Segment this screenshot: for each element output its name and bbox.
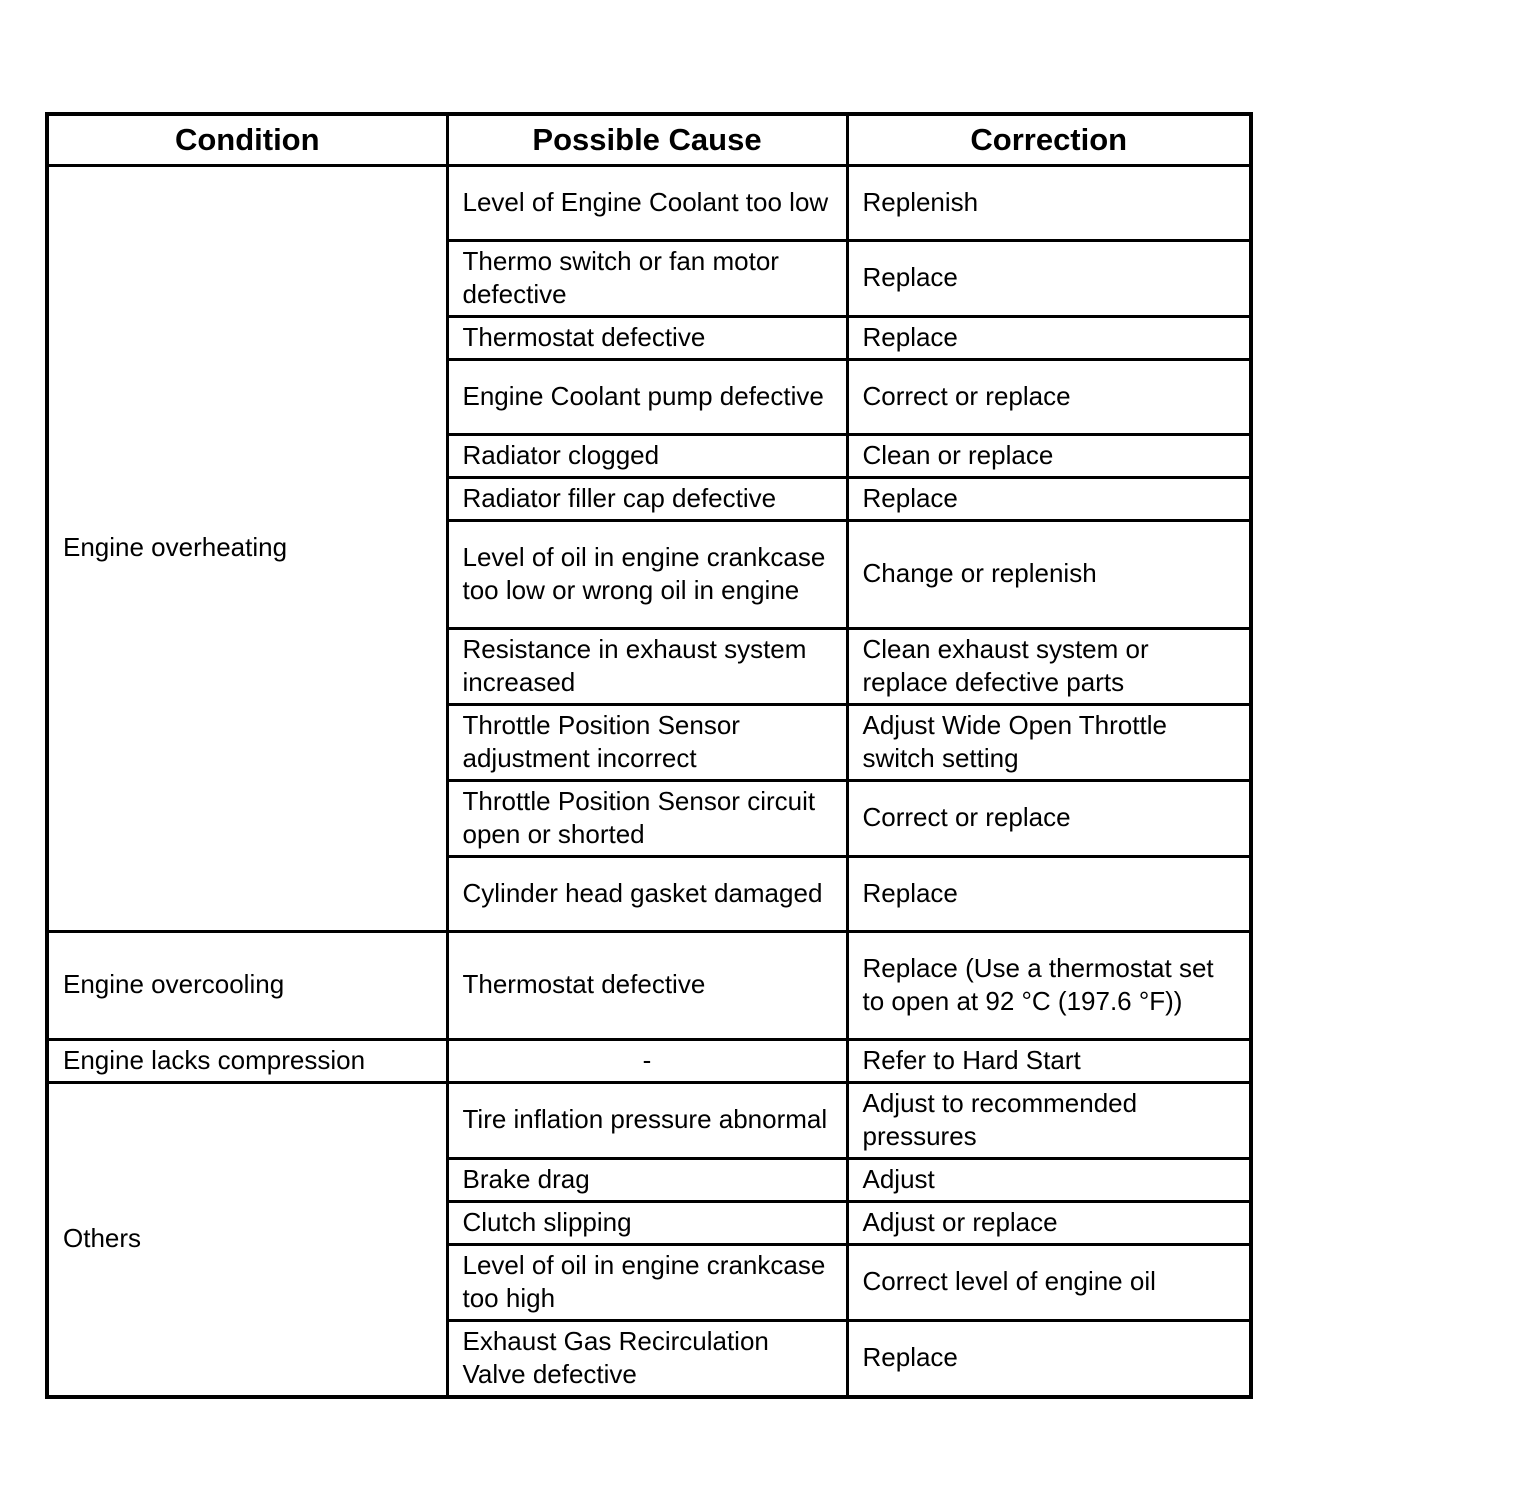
correction-cell: Replace <box>847 856 1251 931</box>
cause-cell: Throttle Position Sensor circuit open or shorted <box>447 780 847 856</box>
cause-cell: Level of oil in engine crankcase too high <box>447 1244 847 1320</box>
cause-cell: Throttle Position Sensor adjustment incorrect <box>447 704 847 780</box>
table-row <box>47 165 1251 240</box>
troubleshooting-table <box>45 112 1253 1399</box>
cause-cell: Cylinder head gasket damaged <box>447 856 847 931</box>
correction-cell: Replace <box>847 477 1251 520</box>
correction-cell: Change or replenish <box>847 520 1251 628</box>
correction-cell: Clean or replace <box>847 434 1251 477</box>
correction-cell: Adjust <box>847 1158 1251 1201</box>
table-row <box>47 1082 1251 1158</box>
correction-cell: Replenish <box>847 165 1251 240</box>
cause-cell: Level of oil in engine crankcase too low or wrong oil in engine <box>447 520 847 628</box>
header-possible-cause: Possible Cause <box>447 114 847 165</box>
cause-cell: Exhaust Gas Recirculation Valve defective <box>447 1320 847 1397</box>
cause-cell: Resistance in exhaust system increased <box>447 628 847 704</box>
correction-cell: Clean exhaust system or replace defective parts <box>847 628 1251 704</box>
header-condition: Condition <box>47 114 447 165</box>
condition-cell: Others <box>47 1082 447 1397</box>
correction-cell: Replace <box>847 240 1251 316</box>
table-row <box>47 1039 1251 1082</box>
condition-cell: Engine lacks compression <box>47 1039 447 1082</box>
correction-cell: Adjust or replace <box>847 1201 1251 1244</box>
correction-cell: Correct or replace <box>847 780 1251 856</box>
cause-cell: - <box>447 1039 847 1082</box>
cause-cell: Radiator filler cap defective <box>447 477 847 520</box>
cause-cell: Thermostat defective <box>447 316 847 359</box>
cause-cell: Engine Coolant pump defective <box>447 359 847 434</box>
header-correction: Correction <box>847 114 1251 165</box>
cause-cell: Brake drag <box>447 1158 847 1201</box>
correction-cell: Adjust to recommended pressures <box>847 1082 1251 1158</box>
correction-cell: Replace (Use a thermostat set to open at 92 °C (197.6 °F)) <box>847 931 1251 1039</box>
correction-cell: Replace <box>847 1320 1251 1397</box>
correction-cell: Adjust Wide Open Throttle switch setting <box>847 704 1251 780</box>
cause-cell: Thermo switch or fan motor defective <box>447 240 847 316</box>
condition-cell: Engine overheating <box>47 165 447 931</box>
condition-cell: Engine overcooling <box>47 931 447 1039</box>
cause-cell: Clutch slipping <box>447 1201 847 1244</box>
cause-cell: Radiator clogged <box>447 434 847 477</box>
table-row <box>47 931 1251 1039</box>
correction-cell: Correct level of engine oil <box>847 1244 1251 1320</box>
cause-cell: Thermostat defective <box>447 931 847 1039</box>
cause-cell: Tire inflation pressure abnormal <box>447 1082 847 1158</box>
correction-cell: Replace <box>847 316 1251 359</box>
header-row <box>47 114 1251 165</box>
correction-cell: Refer to Hard Start <box>847 1039 1251 1082</box>
correction-cell: Correct or replace <box>847 359 1251 434</box>
cause-cell: Level of Engine Coolant too low <box>447 165 847 240</box>
